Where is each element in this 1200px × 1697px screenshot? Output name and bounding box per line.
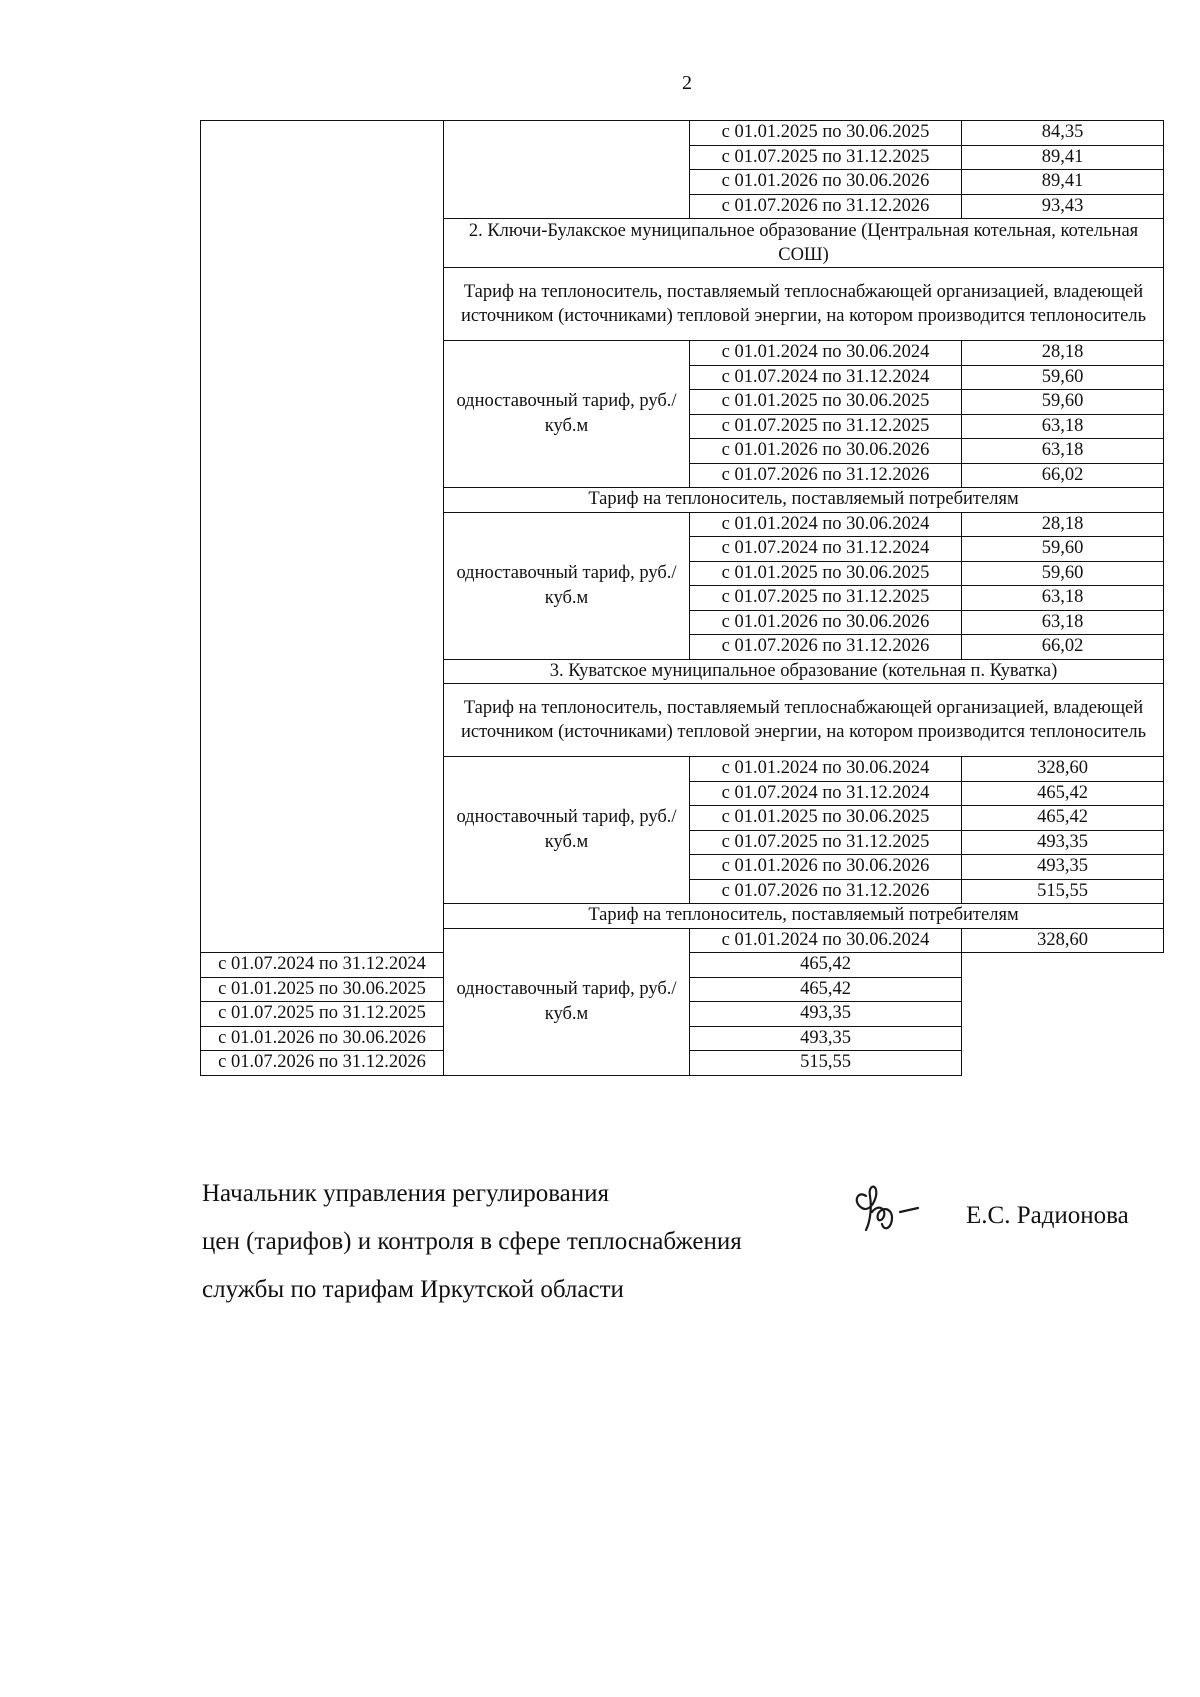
group-heading: Тариф на теплоноситель, поставляемый потребителям — [444, 904, 1164, 929]
value-cell: 89,41 — [962, 145, 1164, 170]
value-cell: 59,60 — [962, 561, 1164, 586]
value-cell: 493,35 — [690, 1002, 962, 1027]
period-cell: с 01.07.2025 по 31.12.2025 — [690, 145, 962, 170]
page-number: 2 — [682, 72, 692, 94]
value-cell: 63,18 — [962, 439, 1164, 464]
tariff-label: одноставочный тариф, руб./куб.м — [444, 757, 690, 904]
period-cell: с 01.07.2025 по 31.12.2025 — [201, 1002, 444, 1027]
tariff-table-body — [201, 121, 1164, 1076]
group-heading: Тариф на теплоноситель, поставляемый теплоснабжающей организацией, владеющей источником (источниками) тепловой энергии, на котором производится теплоноситель — [444, 268, 1164, 341]
value-cell: 493,35 — [962, 855, 1164, 880]
signer-title-line: службы по тарифам Иркутской области — [202, 1276, 624, 1303]
period-cell: с 01.01.2026 по 30.06.2026 — [690, 439, 962, 464]
value-cell: 515,55 — [962, 879, 1164, 904]
value-cell: 84,35 — [962, 121, 1164, 146]
value-cell: 59,60 — [962, 537, 1164, 562]
signer-title-line: Начальник управления регулирования — [202, 1180, 610, 1207]
tariff-label: одноставочный тариф, руб./куб.м — [444, 341, 690, 488]
period-cell: с 01.07.2024 по 31.12.2024 — [690, 537, 962, 562]
tariff-label: одноставочный тариф, руб./куб.м — [444, 928, 690, 1075]
signer-title — [202, 1158, 1200, 1326]
period-cell: с 01.07.2025 по 31.12.2025 — [690, 586, 962, 611]
value-cell: 28,18 — [962, 341, 1164, 366]
period-cell: с 01.01.2026 по 30.06.2026 — [690, 610, 962, 635]
value-cell: 328,60 — [962, 928, 1164, 953]
period-cell: с 01.01.2025 по 30.06.2025 — [690, 806, 962, 831]
value-cell: 66,02 — [962, 463, 1164, 488]
period-cell: с 01.01.2025 по 30.06.2025 — [690, 561, 962, 586]
signature-block — [202, 1158, 1200, 1326]
period-cell: с 01.01.2025 по 30.06.2025 — [201, 977, 444, 1002]
value-cell: 493,35 — [962, 830, 1164, 855]
period-cell: с 01.01.2024 по 30.06.2024 — [690, 341, 962, 366]
value-cell: 465,42 — [962, 781, 1164, 806]
value-cell: 93,43 — [962, 194, 1164, 219]
period-cell: с 01.07.2026 по 31.12.2026 — [690, 463, 962, 488]
period-cell: с 01.01.2025 по 30.06.2025 — [690, 390, 962, 415]
period-cell: с 01.07.2026 по 31.12.2026 — [690, 194, 962, 219]
signer-name: Е.С. Радионова — [966, 1202, 1129, 1229]
period-cell: с 01.01.2026 по 30.06.2026 — [201, 1026, 444, 1051]
blank-column-cell — [201, 121, 444, 953]
period-cell: с 01.07.2024 по 31.12.2024 — [201, 953, 444, 978]
period-cell: с 01.01.2026 по 30.06.2026 — [690, 170, 962, 195]
value-cell: 328,60 — [962, 757, 1164, 782]
value-cell: 465,42 — [962, 806, 1164, 831]
tariff-table — [200, 120, 1164, 1076]
value-cell: 59,60 — [962, 365, 1164, 390]
table-row — [201, 121, 1164, 146]
value-cell: 63,18 — [962, 610, 1164, 635]
blank-label-cell — [444, 121, 690, 219]
period-cell: с 01.07.2026 по 31.12.2026 — [690, 635, 962, 660]
period-cell: с 01.01.2025 по 30.06.2025 — [690, 121, 962, 146]
value-cell: 63,18 — [962, 586, 1164, 611]
value-cell: 66,02 — [962, 635, 1164, 660]
period-cell: с 01.07.2026 по 31.12.2026 — [201, 1051, 444, 1076]
group-heading: Тариф на теплоноситель, поставляемый потребителям — [444, 488, 1164, 513]
value-cell: 28,18 — [962, 512, 1164, 537]
value-cell: 465,42 — [690, 953, 962, 978]
value-cell: 59,60 — [962, 390, 1164, 415]
period-cell: с 01.01.2024 по 30.06.2024 — [690, 757, 962, 782]
period-cell: с 01.07.2024 по 31.12.2024 — [690, 781, 962, 806]
period-cell: с 01.01.2024 по 30.06.2024 — [690, 928, 962, 953]
value-cell: 515,55 — [690, 1051, 962, 1076]
value-cell: 493,35 — [690, 1026, 962, 1051]
period-cell: с 01.07.2026 по 31.12.2026 — [690, 879, 962, 904]
signer-title-line: цен (тарифов) и контроля в сфере теплоснабжения — [202, 1228, 742, 1255]
signature-icon — [848, 1178, 940, 1240]
value-cell: 89,41 — [962, 170, 1164, 195]
period-cell: с 01.07.2025 по 31.12.2025 — [690, 414, 962, 439]
tariff-label: одноставочный тариф, руб./куб.м — [444, 512, 690, 659]
period-cell: с 01.01.2026 по 30.06.2026 — [690, 855, 962, 880]
group-heading: Тариф на теплоноситель, поставляемый теплоснабжающей организацией, владеющей источником (источниками) тепловой энергии, на котором производится теплоноситель — [444, 684, 1164, 757]
period-cell: с 01.01.2024 по 30.06.2024 — [690, 512, 962, 537]
period-cell: с 01.07.2025 по 31.12.2025 — [690, 830, 962, 855]
period-cell: с 01.07.2024 по 31.12.2024 — [690, 365, 962, 390]
section-title: 2. Ключи-Булакское муниципальное образование (Центральная котельная, котельная СОШ) — [444, 219, 1164, 268]
section-title: 3. Куватское муниципальное образование (котельная п. Куватка) — [444, 659, 1164, 684]
value-cell: 63,18 — [962, 414, 1164, 439]
value-cell: 465,42 — [690, 977, 962, 1002]
